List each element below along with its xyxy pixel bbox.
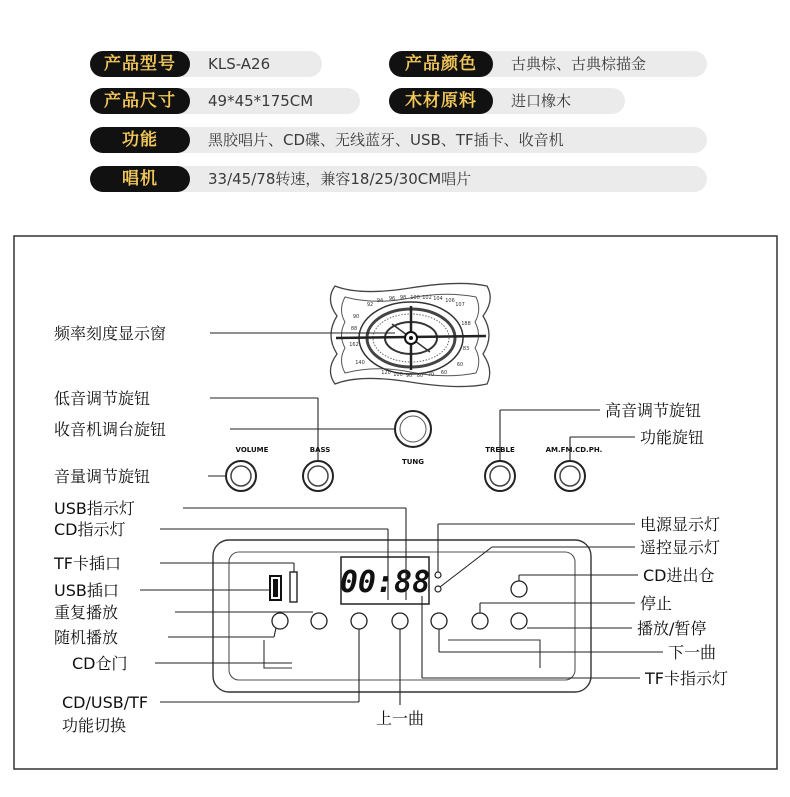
play-pause-button[interactable]: [511, 613, 527, 629]
display-readout: 00:88: [339, 565, 431, 600]
next-button[interactable]: [431, 613, 447, 629]
repeat-button[interactable]: [272, 613, 288, 629]
spec-value: KLS-A26: [208, 55, 271, 73]
spec-label: 产品型号: [90, 51, 190, 77]
dial-number: 188: [461, 321, 471, 327]
tf-slot[interactable]: [290, 572, 297, 602]
volume-knob[interactable]: [226, 461, 256, 491]
function-knob-label: AM.FM.CD.PH.: [545, 446, 603, 454]
usb-port-inner: [273, 579, 278, 597]
dial-number: 94: [376, 298, 384, 304]
dial-number: 100: [410, 295, 420, 301]
dial-number: 60: [456, 362, 464, 368]
callout-cd-eject: CD进出仓: [643, 566, 715, 585]
callout-function-knob: 功能旋钮: [640, 428, 705, 447]
dial-number: 88: [350, 326, 358, 332]
leader-lines: [140, 333, 663, 705]
callout-stop: 停止: [640, 594, 673, 613]
spec-value: 进口橡木: [511, 92, 572, 110]
spec-label: 产品颜色: [389, 51, 493, 77]
callout-random: 随机播放: [54, 628, 119, 647]
dial-number: 98: [399, 295, 407, 301]
dial-number: 92: [366, 302, 374, 308]
cd-door-outline-right: [448, 640, 540, 668]
random-button[interactable]: [311, 613, 327, 629]
callout-remote-led: 遥控显示灯: [640, 538, 721, 557]
spec-value: 黑胶唱片、CD碟、无线蓝牙、USB、TF插卡、收音机: [208, 131, 564, 149]
dial-number: 100: [393, 372, 403, 378]
treble-knob[interactable]: [485, 461, 515, 491]
treble-knob-label: TREBLE: [485, 446, 515, 454]
callout-play-pause: 播放/暂停: [637, 619, 707, 638]
callout-tf-slot: TF卡插口: [54, 554, 121, 573]
dial-number: 96: [388, 296, 396, 302]
dial-number: 90: [352, 314, 360, 320]
dial-number: 140: [355, 360, 365, 366]
cd-eject-button[interactable]: [511, 581, 527, 597]
function-knob[interactable]: [555, 461, 585, 491]
callout-tf-led: TF卡指示灯: [645, 669, 728, 688]
tuning-knob[interactable]: [395, 411, 431, 447]
callout-mode-switch-line2: 功能切换: [62, 716, 127, 735]
dial-number: 80: [416, 373, 424, 379]
dial-number: 102: [422, 295, 432, 301]
callout-bass-knob: 低音调节旋钮: [54, 389, 151, 408]
frequency-dial: [330, 283, 490, 386]
callout-usb-port: USB插口: [54, 581, 119, 600]
dial-number: 106: [445, 298, 455, 304]
stop-button[interactable]: [472, 613, 488, 629]
callout-repeat: 重复播放: [54, 603, 119, 622]
callout-mode-switch-line1: CD/USB/TF: [62, 693, 149, 712]
dial-number: 70: [427, 372, 435, 378]
volume-knob-label: VOLUME: [235, 446, 269, 454]
dial-number: 104: [433, 296, 443, 302]
callout-prev: 上一曲: [375, 709, 425, 728]
tuning-knob-label: TUNG: [401, 458, 425, 466]
callout-treble-knob: 高音调节旋钮: [605, 401, 702, 420]
callout-cd-led: CD指示灯: [54, 520, 126, 539]
callout-usb-led: USB指示灯: [54, 499, 135, 518]
cd-door-outline: [264, 640, 292, 668]
callout-freq-window: 频率刻度显示窗: [54, 324, 167, 343]
dial-number: 90: [405, 373, 413, 379]
callout-tuning-knob: 收音机调台旋钮: [54, 420, 167, 439]
bass-knob[interactable]: [303, 461, 333, 491]
spec-value: 古典棕、古典棕描金: [511, 55, 647, 73]
dial-number: 120: [381, 370, 391, 376]
dial-number: 83: [462, 346, 470, 352]
callout-cd-door: CD仓门: [72, 654, 128, 673]
bass-knob-label: BASS: [309, 446, 331, 454]
spec-value: 49*45*175CM: [208, 92, 314, 110]
callout-volume-knob: 音量调节旋钮: [54, 467, 151, 486]
dial-number: 107: [455, 302, 465, 308]
spec-label: 功能: [90, 127, 190, 153]
dial-number: 162: [349, 342, 359, 348]
spec-label: 产品尺寸: [90, 88, 190, 114]
callout-next: 下一曲: [668, 643, 717, 662]
spec-value: 33/45/78转速，兼容18/25/30CM唱片: [208, 170, 472, 188]
mode-switch-button[interactable]: [351, 613, 367, 629]
prev-button[interactable]: [392, 613, 408, 629]
dial-number: 60: [440, 370, 448, 376]
spec-label: 木材原料: [389, 88, 493, 114]
power-led: [435, 572, 441, 578]
spec-label: 唱机: [90, 166, 190, 192]
callout-power-led: 电源显示灯: [640, 515, 721, 534]
